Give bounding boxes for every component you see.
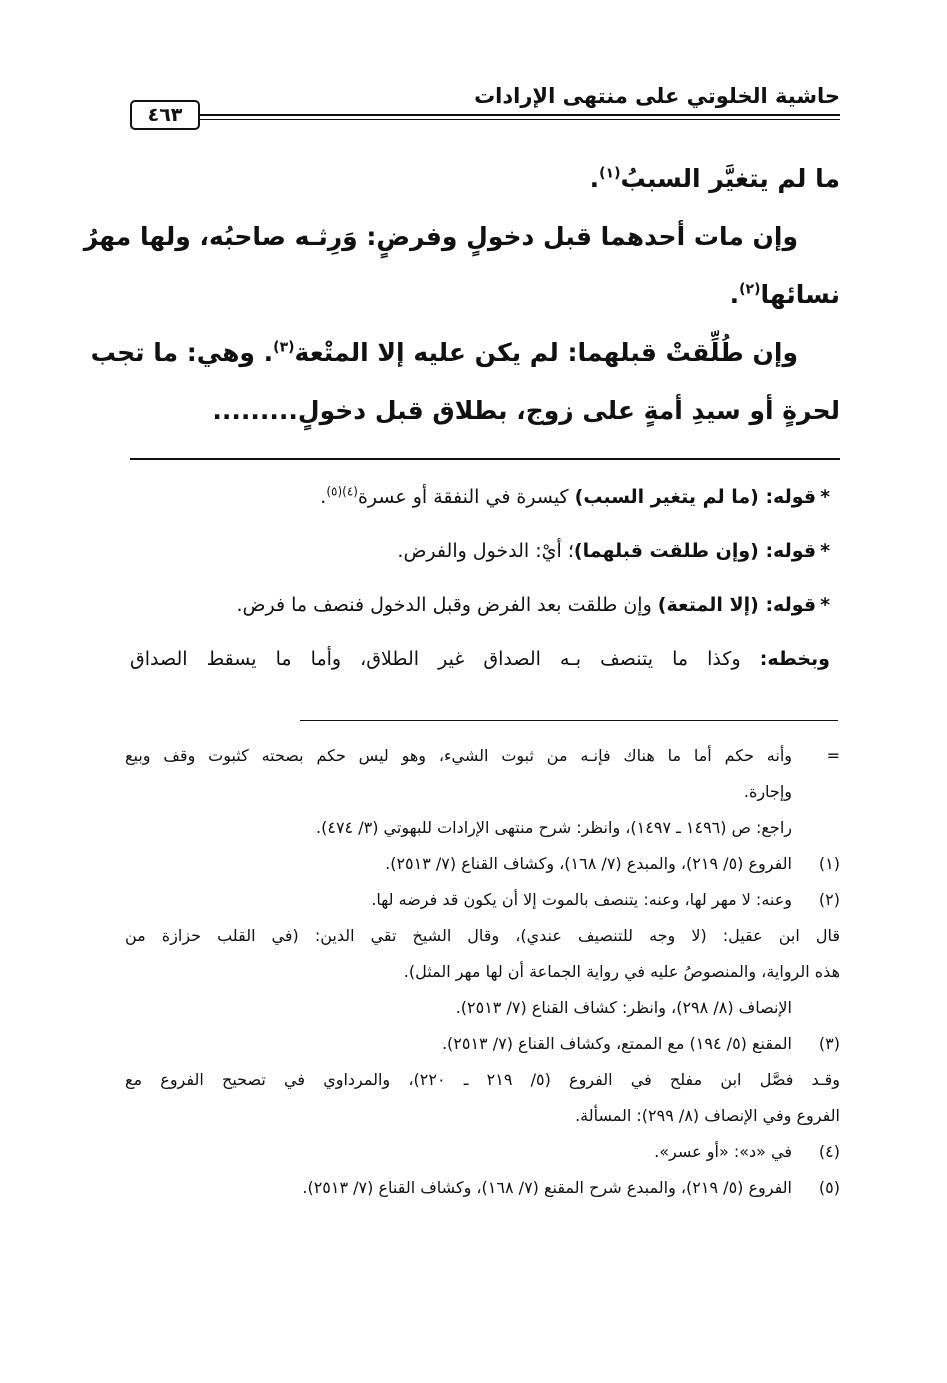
text-separator-rule — [130, 458, 840, 460]
commentary-text: كيسرة في النفقة أو عسرة — [357, 486, 575, 508]
footnote-line — [125, 810, 840, 846]
footnote-text: الفروع (٥/ ٢١٩)، والمبدع (٧/ ١٦٨)، وكشاف القناع (٧/ ٢٥١٣). — [385, 854, 792, 873]
footnote-4 — [125, 1134, 840, 1170]
commentary-text: وكذا ما يتنصف بـه الصداق غير الطلاق، وأما ما يسقط الصداق — [130, 648, 760, 670]
footnote-text: الإنصاف (٨/ ٢٩٨)، وانظر: كشاف القناع (٧/ ٢٥١٣). — [455, 998, 792, 1017]
commentary-lemma: وبخطه: — [759, 648, 830, 670]
running-title: حاشية الخلوتي على منتهى الإرادات — [474, 84, 840, 108]
dot-leader: ......... — [212, 396, 298, 425]
footnote-line — [125, 918, 840, 954]
punctuation: . — [320, 486, 327, 508]
footnote-number: (٢) — [818, 890, 840, 909]
commentary-lemma: قوله: (ما لم يتغير السبب) — [574, 486, 817, 508]
main-line — [90, 324, 840, 382]
main-line — [130, 150, 840, 208]
punctuation: . — [729, 280, 740, 309]
footnote-text: وأنه حكم أما ما هناك فإنـه من ثبوت الشيء، وهو ليس حكم بصحته كثبوت وقف وبيع — [125, 746, 792, 765]
footnote-ref: (٤)(٥) — [326, 484, 358, 499]
page-number: ٤٦٣ — [130, 100, 200, 130]
footnotes-block — [125, 738, 840, 1206]
continuation-marker: = — [826, 746, 840, 765]
commentary-lemma: قوله: (إلا المتعة) — [657, 594, 817, 616]
page-header — [130, 78, 840, 128]
punctuation: . — [589, 164, 600, 193]
main-text-span: وإن طُلِّقتْ قبلهما: لم يكن عليه إلا المتْعة — [294, 338, 798, 367]
asterisk-marker: * — [820, 594, 830, 616]
commentary-lemma: قوله: (وإن طلقت قبلهما) — [573, 540, 817, 562]
main-text-span: لحرةٍ أو سيدِ أمةٍ على زوج، بطلاق قبل دخولٍ — [297, 396, 840, 425]
commentary-line — [130, 470, 830, 524]
footnote-text: في «د»: «أو عسر». — [654, 1142, 792, 1161]
footnote-text: راجع: ص (١٤٩٦ ـ ١٤٩٧)، وانظر: شرح منتهى الإرادات للبهوتي (٣/ ٤٧٤). — [316, 818, 792, 837]
main-text-span: ما لم يتغيَّر السببُ — [620, 164, 840, 193]
footnote-text: وعنه: لا مهر لها، وعنه: يتنصف بالموت إلا أن يكون قد فرضه لها. — [371, 890, 792, 909]
main-line — [130, 266, 840, 324]
header-rule — [200, 114, 840, 120]
asterisk-marker: * — [820, 486, 830, 508]
commentary-text: وإن طلقت بعد الفرض وقبل الدخول فنصف ما فرض. — [236, 594, 658, 616]
commentary-line — [130, 578, 830, 632]
footnote-text: الفروع وفي الإنصاف (٨/ ٢٩٩): المسألة. — [575, 1106, 840, 1125]
footnote-number: (٤) — [818, 1142, 840, 1161]
footnote-1 — [125, 846, 840, 882]
footnote-separator-rule — [300, 720, 838, 721]
footnote-line — [125, 1062, 840, 1098]
footnote-line — [125, 990, 840, 1026]
asterisk-marker: * — [820, 540, 830, 562]
footnote-text: هذه الرواية، والمنصوصُ عليه في رواية الجماعة أن لها مهر المثل). — [403, 962, 840, 981]
footnote-3 — [125, 1026, 840, 1062]
commentary-block — [130, 470, 830, 686]
commentary-text: ؛ أيْ: الدخول والفرض. — [397, 540, 574, 562]
footnote-text: وقـد فصَّل ابن مفلح في الفروع (٥/ ٢١٩ ـ ٢٢٠)، والمرداوي في تصحيح الفروع مع — [125, 1070, 840, 1089]
footnote-ref: (٢) — [739, 281, 761, 298]
footnote-2 — [125, 882, 840, 918]
main-text — [83, 150, 840, 440]
footnote-number: (٣) — [818, 1034, 840, 1053]
footnote-line — [125, 774, 840, 810]
footnote-text: وإجارة. — [743, 782, 792, 801]
footnote-line — [125, 738, 840, 774]
footnote-line — [125, 954, 840, 990]
footnote-number: (١) — [818, 854, 840, 873]
main-text-span: وإن مات أحدهما قبل دخولٍ وفرضٍ: وَرِثـه صاحبُه، ولها مهرُ — [83, 222, 798, 251]
footnote-text: قال ابن عقيل: (لا وجه للتنصيف عندي)، وقال الشيخ تقي الدين: (في القلب حزازة من — [125, 926, 840, 945]
main-text-span: . وهي: ما تجب — [90, 338, 274, 367]
main-text-span: نسائها — [760, 280, 840, 309]
footnote-ref: (١) — [599, 165, 621, 182]
footnote-text: الفروع (٥/ ٢١٩)، والمبدع شرح المقنع (٧/ ١٦٨)، وكشاف القناع (٧/ ٢٥١٣). — [302, 1178, 792, 1197]
footnote-number: (٥) — [818, 1178, 840, 1197]
footnote-5 — [125, 1170, 840, 1206]
commentary-line — [130, 632, 830, 686]
main-line — [83, 208, 840, 266]
footnote-text: المقنع (٥/ ١٩٤) مع الممتع، وكشاف القناع (٧/ ٢٥١٣). — [441, 1034, 792, 1053]
main-line — [130, 382, 840, 440]
commentary-line — [130, 524, 830, 578]
footnote-line — [125, 1098, 840, 1134]
footnote-ref: (٣) — [273, 339, 295, 356]
